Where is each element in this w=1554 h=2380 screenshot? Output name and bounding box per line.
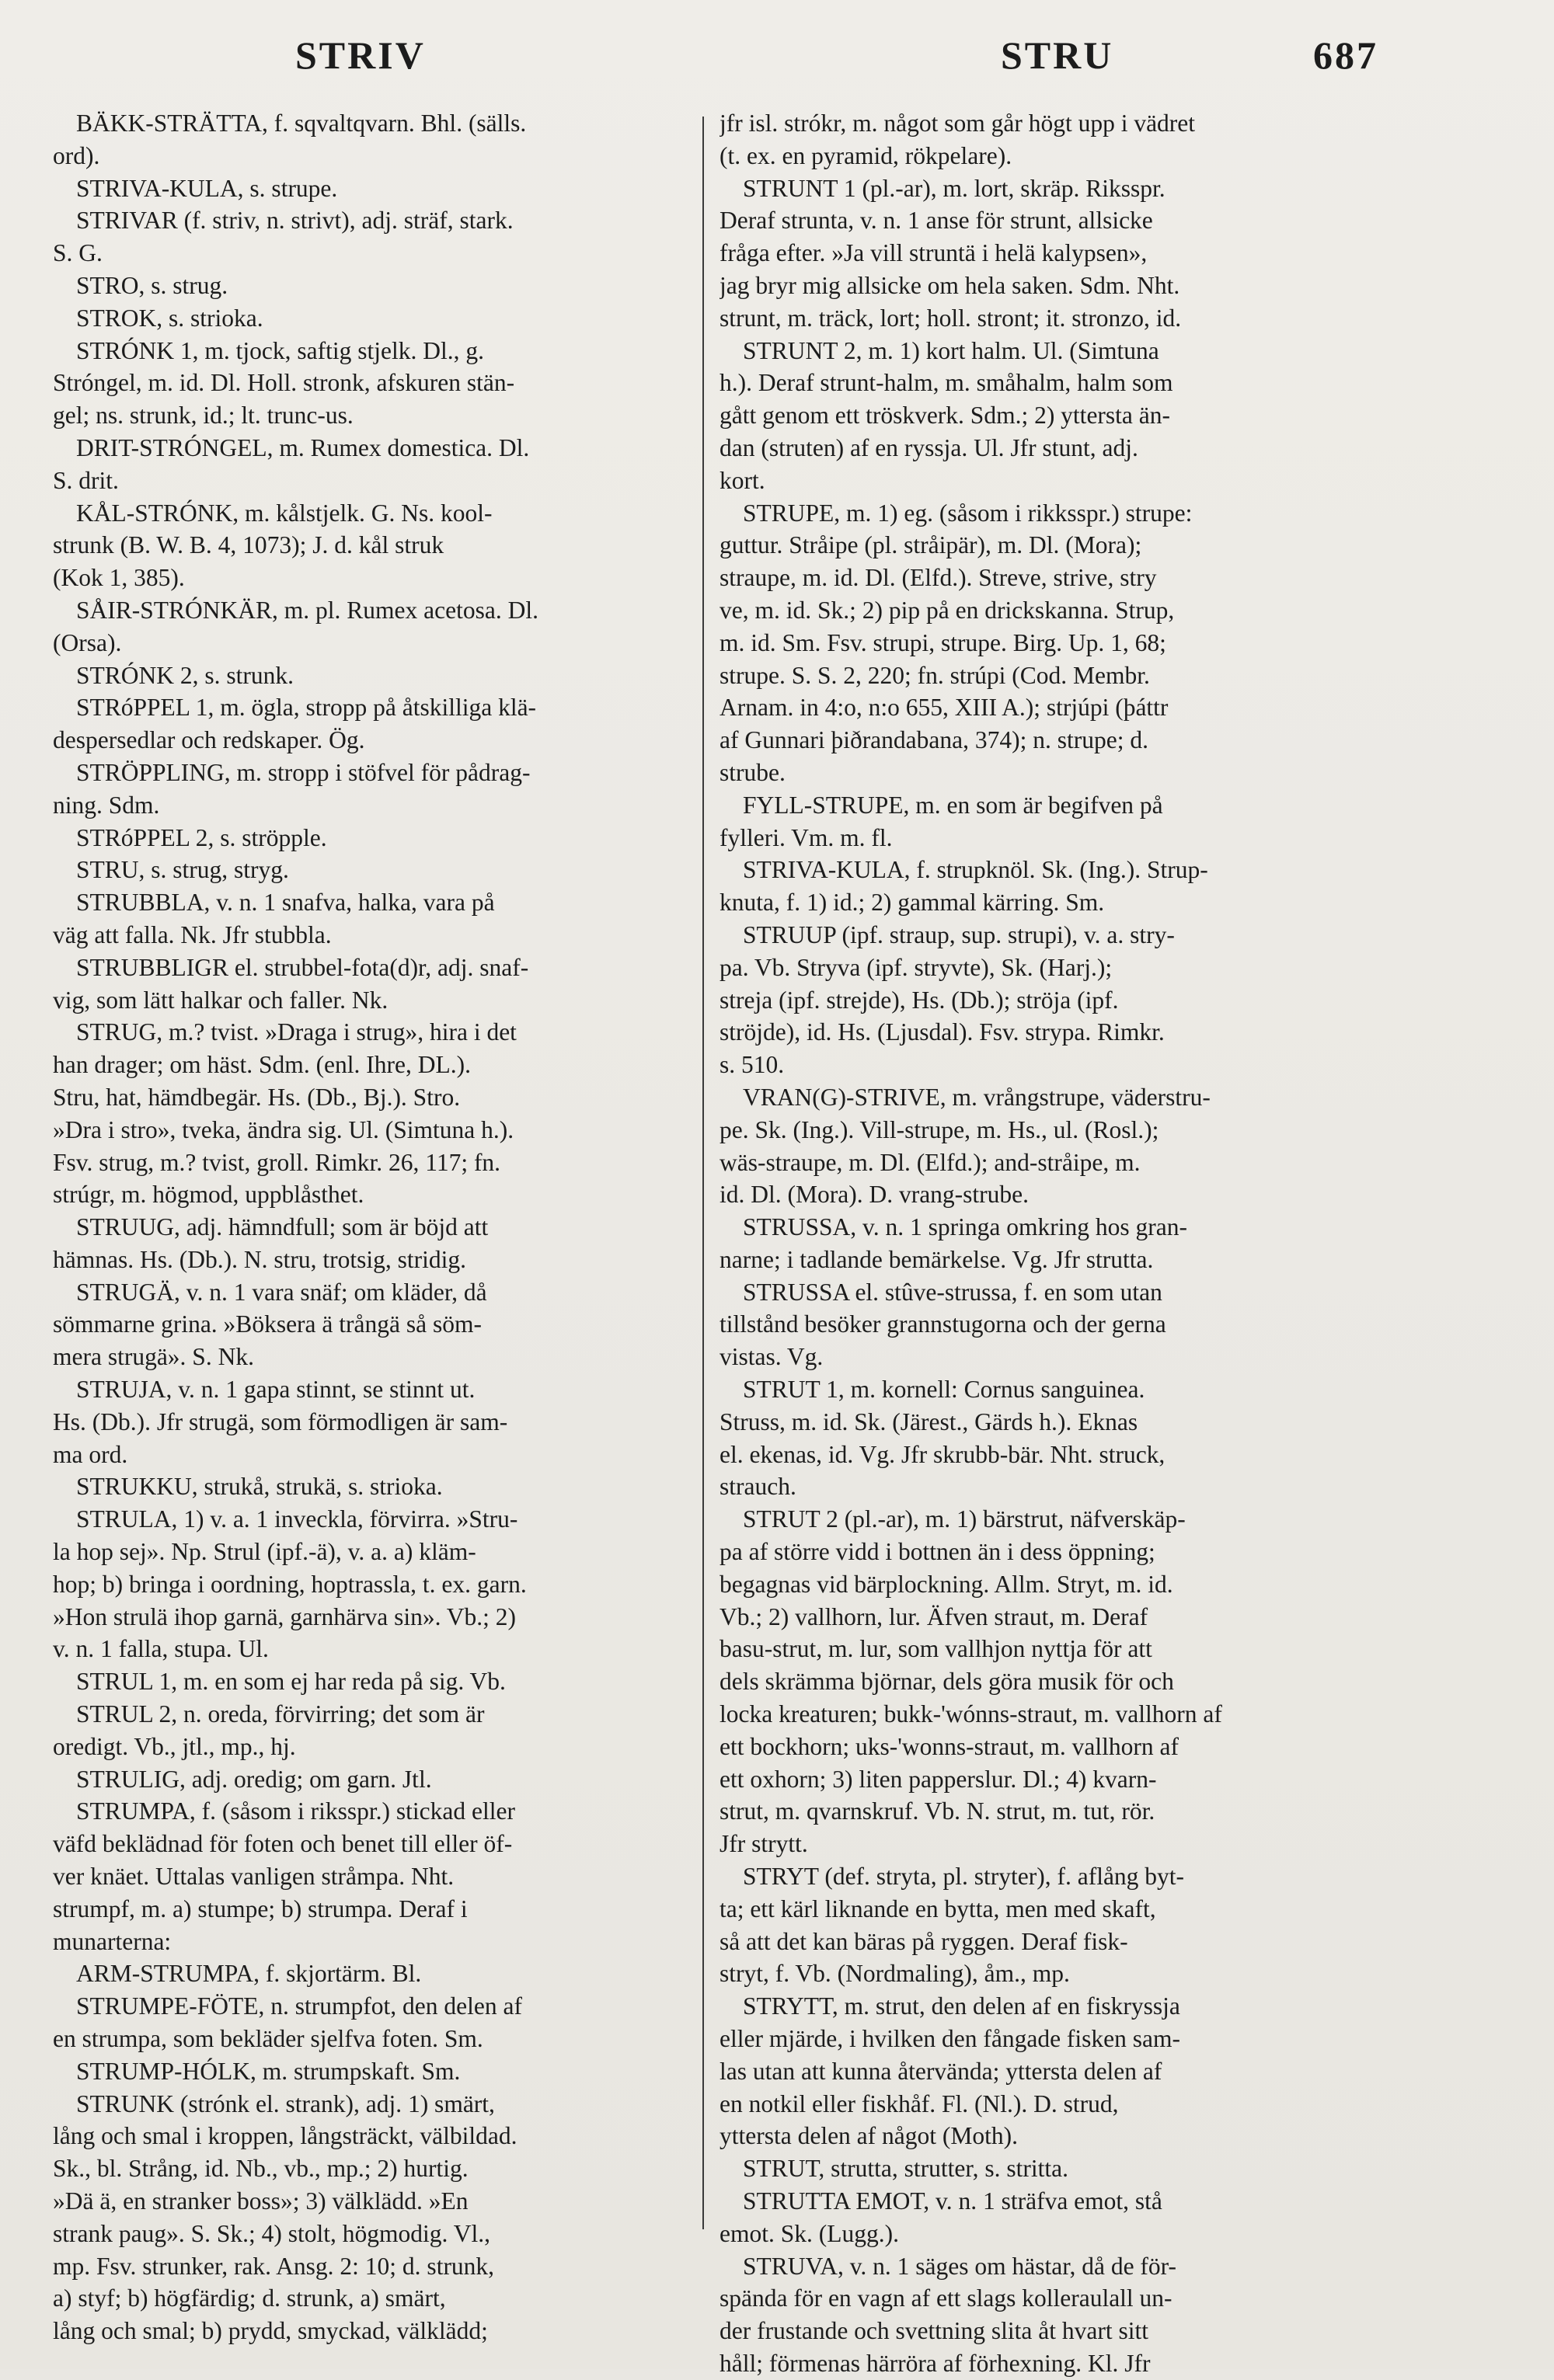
text-line: tillstånd besöker grannstugorna och der gerna <box>720 1310 1166 1338</box>
text-line: »Dä ä, en stranker boss»; 3) välklädd. »En <box>53 2187 469 2215</box>
text-line: pa af större vidd i bottnen än i dess öppning; <box>720 1538 1155 1566</box>
text-line: STRóPPEL 1, m. ögla, stropp på åtskilliga klä- <box>76 694 537 722</box>
text-line: STRO, s. strug. <box>76 271 228 299</box>
text-line: dan (struten) af en ryssja. Ul. Jfr stunt, adj. <box>720 433 1138 461</box>
text-line: Deraf strunta, v. n. 1 anse för strunt, allsicke <box>720 207 1153 235</box>
text-line: S. drit. <box>53 466 119 494</box>
text-line: han drager; om häst. Sdm. (enl. Ihre, DL.). <box>53 1051 471 1079</box>
text-line: STRUBBLIGR el. strubbel-fota(d)r, adj. snaf- <box>76 953 529 981</box>
text-line: STRÓNK 2, s. strunk. <box>76 661 294 689</box>
text-line: STRIVA-KULA, s. strupe. <box>76 174 338 202</box>
text-line: STROK, s. strioka. <box>76 304 263 332</box>
text-line: (t. ex. en pyramid, rökpelare). <box>720 141 1012 169</box>
text-line: STRUSSA el. stûve-strussa, f. en som utan <box>743 1278 1162 1306</box>
text-line: STRUKKU, strukå, strukä, s. strioka. <box>76 1473 443 1501</box>
text-line: mera strugä». S. Nk. <box>53 1343 254 1371</box>
text-line: VRAN(G)-STRIVE, m. vrångstrupe, väderstru- <box>743 1083 1211 1111</box>
text-line: ord). <box>53 141 100 169</box>
text-line: FYLL-STRUPE, m. en som är begifven på <box>743 791 1163 819</box>
text-line: jfr isl. strókr, m. något som går högt upp i vädret <box>720 110 1196 137</box>
text-line: STRUNT 2, m. 1) kort halm. Ul. (Simtuna <box>743 336 1159 364</box>
running-head-left: STRIV <box>295 33 426 77</box>
text-line: strumpf, m. a) stumpe; b) strumpa. Deraf i <box>53 1895 468 1922</box>
text-line: vig, som lätt halkar och faller. Nk. <box>53 986 388 1014</box>
text-line: BÄKK-STRÄTTA, f. sqvaltqvarn. Bhl. (sälls. <box>76 110 527 137</box>
text-line: »Hon strulä ihop garnä, garnhärva sin». Vb.; 2) <box>53 1602 517 1630</box>
text-line: der frustande och svettning slita åt hvart sitt <box>720 2317 1148 2345</box>
text-line: knuta, f. 1) id.; 2) gammal kärring. Sm. <box>720 889 1105 917</box>
running-head-center: STRU <box>1001 33 1114 77</box>
text-line: jag bryr mig allsicke om hela saken. Sdm. Nht. <box>720 271 1180 299</box>
page-number: 687 <box>1313 33 1378 77</box>
text-line: strauch. <box>720 1473 796 1501</box>
text-line: mp. Fsv. strunker, rak. Ansg. 2: 10; d. strunk, <box>53 2252 495 2280</box>
text-line: strunk (B. W. B. 4, 1073); J. d. kål struk <box>53 531 444 559</box>
text-line: vistas. Vg. <box>720 1343 824 1371</box>
left-column <box>53 107 695 2347</box>
text-line: fråga efter. »Ja vill struntä i helä kalypsen», <box>720 239 1148 267</box>
text-line: STRUBBLA, v. n. 1 snafva, halka, vara på <box>76 889 495 917</box>
text-line: gel; ns. strunk, id.; lt. trunc-us. <box>53 402 354 430</box>
text-line: wäs-straupe, m. Dl. (Elfd.); and-stråipe, m. <box>720 1148 1141 1176</box>
text-line: STRUGÄ, v. n. 1 vara snäf; om kläder, då <box>76 1278 487 1306</box>
text-line: väfd beklädnad för foten och benet till eller öf- <box>53 1830 513 1858</box>
text-line: strut, m. qvarnskruf. Vb. N. strut, m. tut, rör. <box>720 1797 1155 1825</box>
text-line: gått genom ett tröskverk. Sdm.; 2) yttersta än- <box>720 402 1170 430</box>
text-line: s. 510. <box>720 1051 785 1079</box>
text-line: ning. Sdm. <box>53 791 160 819</box>
text-line: DRIT-STRÓNGEL, m. Rumex domestica. Dl. <box>76 433 530 461</box>
text-line: emot. Sk. (Lugg.). <box>720 2219 899 2247</box>
text-line: väg att falla. Nk. Jfr stubbla. <box>53 920 332 948</box>
text-line: »Dra i stro», tveka, ändra sig. Ul. (Simtuna h.). <box>53 1115 514 1143</box>
text-line: lång och smal; b) prydd, smyckad, välklädd; <box>53 2317 488 2345</box>
text-line: STRÓNK 1, m. tjock, saftig stjelk. Dl., g. <box>76 336 484 364</box>
text-line: strúgr, m. högmod, uppblåsthet. <box>53 1181 364 1209</box>
text-line: SÅIR-STRÓNKÄR, m. pl. Rumex acetosa. Dl. <box>76 596 538 624</box>
text-line: (Orsa). <box>53 628 122 656</box>
text-line: STRUVA, v. n. 1 säges om hästar, då de för- <box>743 2252 1177 2280</box>
text-line: Fsv. strug, m.? tvist, groll. Rimkr. 26, 117; fn. <box>53 1148 501 1176</box>
text-line: hop; b) bringa i oordning, hoptrassla, t. ex. garn. <box>53 1570 527 1598</box>
text-line: STRIVA-KULA, f. strupknöl. Sk. (Ing.). Strup- <box>743 856 1208 884</box>
text-line: så att det kan bäras på ryggen. Deraf fisk- <box>720 1927 1128 1955</box>
text-line: ve, m. id. Sk.; 2) pip på en drickskanna. Strup, <box>720 596 1175 624</box>
text-line: STRUMPE-FÖTE, n. strumpfot, den delen af <box>76 1992 522 2020</box>
text-line: STRÖPPLING, m. stropp i stöfvel för pådrag- <box>76 758 531 786</box>
text-line: STRUNK (strónk el. strank), adj. 1) smärt, <box>76 2089 495 2117</box>
text-line: STRUUP (ipf. straup, sup. strupi), v. a. stry- <box>743 920 1175 948</box>
text-line: STRUTTA EMOT, v. n. 1 sträfva emot, stå <box>743 2187 1162 2215</box>
text-line: Stru, hat, hämdbegär. Hs. (Db., Bj.). Stro. <box>53 1083 461 1111</box>
text-line: STRUPE, m. 1) eg. (såsom i rikksspr.) strupe: <box>743 499 1193 527</box>
text-line: spända för en vagn af ett slags kolleraulall un- <box>720 2284 1172 2312</box>
text-line: ARM-STRUMPA, f. skjortärm. Bl. <box>76 1960 422 1988</box>
text-line: straupe, m. id. Dl. (Elfd.). Streve, strive, stry <box>720 564 1157 592</box>
text-line: a) styf; b) högfärdig; d. strunk, a) smärt, <box>53 2284 446 2312</box>
text-line: en notkil eller fiskhåf. Fl. (Nl.). D. strud, <box>720 2089 1119 2117</box>
text-line: STRUT 1, m. kornell: Cornus sanguinea. <box>743 1376 1145 1404</box>
text-line: en strumpa, som bekläder sjelfva foten. Sm. <box>53 2025 483 2053</box>
text-line: ett bockhorn; uks-'wonns-straut, m. vallhorn af <box>720 1732 1179 1760</box>
text-line: oredigt. Vb., jtl., mp., hj. <box>53 1732 296 1760</box>
text-line: hämnas. Hs. (Db.). N. stru, trotsig, stridig. <box>53 1245 466 1273</box>
text-line: strunt, m. träck, lort; holl. stront; it. stronzo, id. <box>720 304 1182 332</box>
right-column <box>720 107 1361 2380</box>
text-line: STRU, s. strug, stryg. <box>76 856 289 884</box>
text-line: sömmarne grina. »Böksera ä trångä så söm- <box>53 1310 482 1338</box>
text-line: id. Dl. (Mora). D. vrang-strube. <box>720 1181 1030 1209</box>
text-line: begagnas vid bärplockning. Allm. Stryt, m. id. <box>720 1570 1173 1598</box>
text-line: kort. <box>720 466 765 494</box>
text-line: ta; ett kärl liknande en bytta, men med skaft, <box>720 1895 1156 1922</box>
text-line: STRUNT 1 (pl.-ar), m. lort, skräp. Riksspr. <box>743 174 1166 202</box>
text-line: STRUMPA, f. (såsom i riksspr.) stickad eller <box>76 1797 515 1825</box>
text-line: STRUL 1, m. en som ej har reda på sig. Vb. <box>76 1668 506 1696</box>
text-line: STRYT (def. stryta, pl. stryter), f. aflång byt- <box>743 1863 1185 1891</box>
text-line: Struss, m. id. Sk. (Järest., Gärds h.). Eknas <box>720 1407 1138 1435</box>
text-line: el. ekenas, id. Vg. Jfr skrubb-bär. Nht. struck, <box>720 1440 1166 1468</box>
text-line: v. n. 1 falla, stupa. Ul. <box>53 1635 269 1663</box>
text-line: eller mjärde, i hvilken den fångade fisken sam- <box>720 2025 1181 2053</box>
text-line: STRIVAR (f. striv, n. strivt), adj. sträf, stark. <box>76 207 514 235</box>
column-divider <box>702 117 704 2229</box>
text-line: strank paug». S. Sk.; 4) stolt, högmodig. Vl., <box>53 2219 490 2247</box>
text-line: Sk., bl. Strång, id. Nb., vb., mp.; 2) hurtig. <box>53 2155 469 2183</box>
text-line: m. id. Sm. Fsv. strupi, strupe. Birg. Up. 1, 68; <box>720 628 1166 656</box>
text-line: Jfr strytt. <box>720 1830 808 1858</box>
text-line: Vb.; 2) vallhorn, lur. Äfven straut, m. Deraf <box>720 1602 1148 1630</box>
text-line: strupe. S. S. 2, 220; fn. strúpi (Cod. Membr. <box>720 661 1150 689</box>
text-line: narne; i tadlande bemärkelse. Vg. Jfr strutta. <box>720 1245 1154 1273</box>
text-line: STRóPPEL 2, s. ströpple. <box>76 823 327 851</box>
text-line: las utan att kunna återvända; yttersta delen af <box>720 2057 1162 2085</box>
text-line: STRUT, strutta, strutter, s. stritta. <box>743 2155 1068 2183</box>
text-line: ver knäet. Uttalas vanligen stråmpa. Nht. <box>53 1863 455 1891</box>
text-line: (Kok 1, 385). <box>53 564 185 592</box>
text-line: STRULIG, adj. oredig; om garn. Jtl. <box>76 1765 432 1793</box>
text-line: ett oxhorn; 3) liten papperslur. Dl.; 4) kvarn- <box>720 1765 1157 1793</box>
text-line: lång och smal i kroppen, långsträckt, välbildad. <box>53 2122 517 2150</box>
text-line: STRUT 2 (pl.-ar), m. 1) bärstrut, näfverskäp- <box>743 1505 1186 1533</box>
text-line: STRUMP-HÓLK, m. strumpskaft. Sm. <box>76 2057 461 2085</box>
text-line: KÅL-STRÓNK, m. kålstjelk. G. Ns. kool- <box>76 499 493 527</box>
text-line: ma ord. <box>53 1440 128 1468</box>
text-line: Hs. (Db.). Jfr strugä, som förmodligen är sam- <box>53 1407 508 1435</box>
text-line: guttur. Stråipe (pl. stråipär), m. Dl. (Mora); <box>720 531 1142 559</box>
text-line: basu-strut, m. lur, som vallhjon nyttja för att <box>720 1635 1152 1663</box>
text-line: despersedlar och redskaper. Ög. <box>53 726 365 754</box>
text-line: yttersta delen af något (Moth). <box>720 2122 1018 2150</box>
text-line: STRUL 2, n. oreda, förvirring; det som är <box>76 1700 485 1728</box>
text-line: STRUG, m.? tvist. »Draga i strug», hira i det <box>76 1018 517 1046</box>
text-line: munarterna: <box>53 1927 172 1955</box>
text-line: locka kreaturen; bukk-'wónns-straut, m. vallhorn af <box>720 1700 1222 1728</box>
text-line: håll; förmenas härröra af förhexning. Kl. Jfr <box>720 2349 1151 2377</box>
text-line: af Gunnari þiðrandabana, 374); n. strupe; d. <box>720 726 1148 754</box>
text-line: STRUUG, adj. hämndfull; som är böjd att <box>76 1213 489 1241</box>
text-line: stryt, f. Vb. (Nordmaling), åm., mp. <box>720 1960 1070 1988</box>
text-line: dels skrämma björnar, dels göra musik för och <box>720 1668 1174 1696</box>
text-line: ströjde), id. Hs. (Ljusdal). Fsv. strypa. Rimkr. <box>720 1018 1165 1046</box>
text-line: STRUSSA, v. n. 1 springa omkring hos gran- <box>743 1213 1187 1241</box>
text-line: STRUJA, v. n. 1 gapa stinnt, se stinnt ut. <box>76 1376 476 1404</box>
text-line: fylleri. Vm. m. fl. <box>720 823 893 851</box>
text-line: S. G. <box>53 239 103 267</box>
text-line: pa. Vb. Stryva (ipf. stryvte), Sk. (Harj.); <box>720 953 1113 981</box>
text-line: Stróngel, m. id. Dl. Holl. stronk, afskuren stän- <box>53 369 515 397</box>
text-line: Arnam. in 4:o, n:o 655, XIII A.); strjúpi (þáttr <box>720 694 1169 722</box>
text-line: STRULA, 1) v. a. 1 inveckla, förvirra. »Stru- <box>76 1505 518 1533</box>
text-line: la hop sej». Np. Strul (ipf.-ä), v. a. a) kläm- <box>53 1538 476 1566</box>
text-line: pe. Sk. (Ing.). Vill-strupe, m. Hs., ul. (Rosl.); <box>720 1115 1159 1143</box>
text-line: streja (ipf. strejde), Hs. (Db.); ströja (ipf. <box>720 986 1119 1014</box>
text-line: strube. <box>720 758 786 786</box>
text-line: STRYTT, m. strut, den delen af en fiskryssja <box>743 1992 1180 2020</box>
text-line: h.). Deraf strunt-halm, m. småhalm, halm som <box>720 369 1173 397</box>
